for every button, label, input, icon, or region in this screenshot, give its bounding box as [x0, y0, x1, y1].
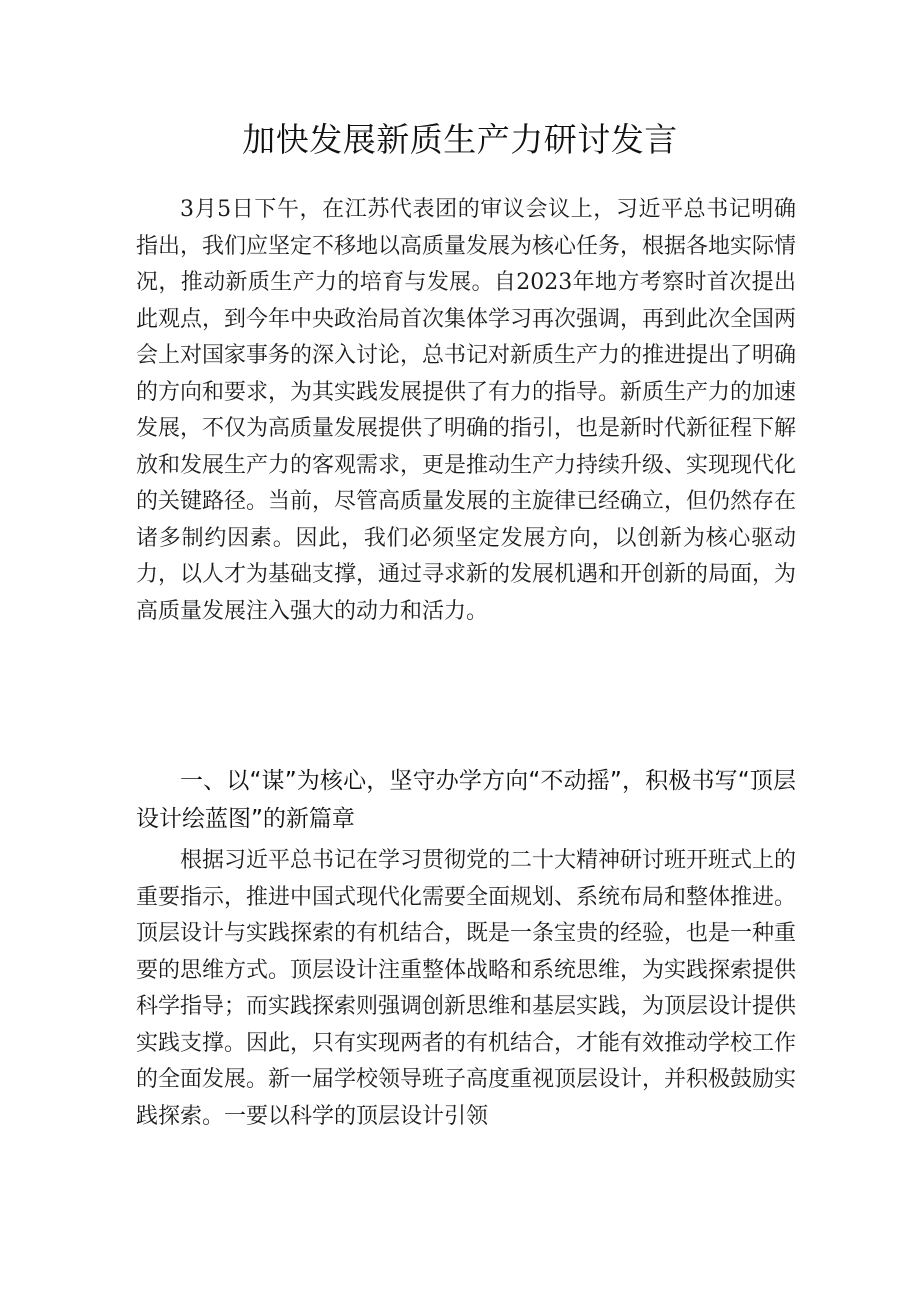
intro-paragraph: 3月5日下午，在江苏代表团的审议会议上，习近平总书记明确指出，我们应坚定不移地以高质量发展为核心任务，根据各地实际情况，推动新质生产力的培育与发展。自2023年地方考察时首次提出此观点，到今年中央政治局首次集体学习再次强调，再到此次全国两会上对国家事务的深入讨论，总书记对新质生产力的推进提出了明确的方向和要求，为其实践发展提供了有力的指导。新质生产力的加速发展，不仅为高质量发展提供了明确的指引，也是新时代新征程下解放和发展生产力的客观需求，更是推动生产力持续升级、实现现代化的关键路径。当前，尽管高质量发展的主旋律已经确立，但仍然存在诸多制约因素。因此，我们必须坚定发展方向，以创新为核心驱动力，以人才为基础支撑，通过寻求新的发展机遇和开创新的局面，为高质量发展注入强大的动力和活力。: [136, 197, 797, 624]
section-1-paragraph: 根据习近平总书记在学习贯彻党的二十大精神研讨班开班式上的重要指示，推进中国式现代化需要全面规划、系统布局和整体推进。顶层设计与实践探索的有机结合，既是一条宝贵的经验，也是一种重要的思维方式。顶层设计注重整体战略和系统思维，为实践探索提供科学指导；而实践探索则强调创新思维和基层实践，为顶层设计提供实践支撑。因此，只有实现两者的有机结合，才能有效推动学校工作的全面发展。新一届学校领导班子高度重视顶层设计，并积极鼓励实践探索。一要以科学的顶层设计引领: [136, 848, 797, 1129]
document-title: 加快发展新质生产力研讨发言: [242, 120, 678, 159]
section-heading-1: 一、以“谋”为核心，坚守办学方向“不动摇”，积极书写“顶层设计绘蓝图”的新篇章: [136, 768, 796, 832]
